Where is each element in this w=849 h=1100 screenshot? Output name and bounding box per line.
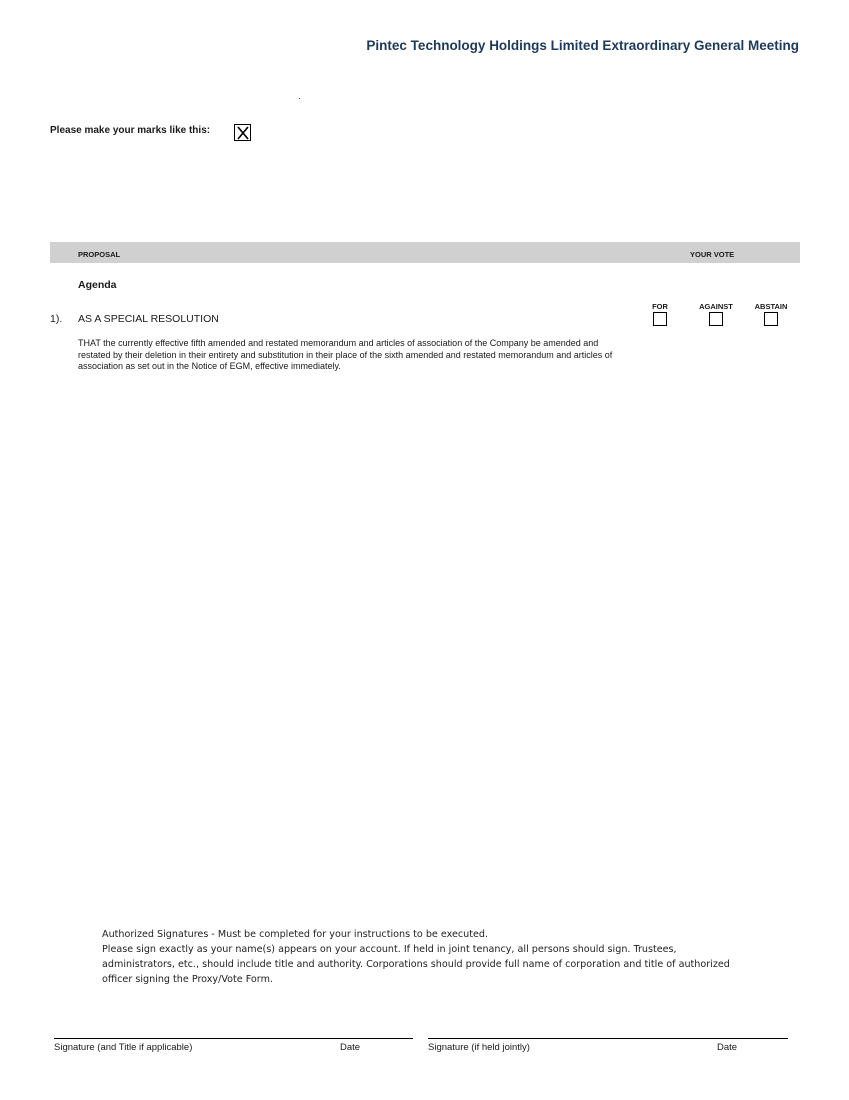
x-mark-icon [236, 126, 250, 140]
agenda-heading: Agenda [78, 279, 117, 291]
proposal-number: 1). [50, 313, 63, 325]
vote-for-checkbox[interactable] [653, 312, 667, 326]
vote-abstain-label: ABSTAIN [754, 302, 788, 311]
marks-instruction-label: Please make your marks like this: [50, 125, 211, 136]
proposal-header-bar [50, 242, 800, 263]
vote-column-header: YOUR VOTE [690, 250, 735, 259]
vote-against-label: AGAINST [699, 302, 733, 311]
primary-signature-label: Signature (and Title if applicable) [54, 1042, 193, 1053]
joint-signature-label: Signature (if held jointly) [428, 1042, 530, 1053]
joint-signature-line[interactable] [428, 1038, 788, 1039]
joint-date-label: Date [717, 1042, 738, 1053]
page-title: Pintec Technology Holdings Limited Extraordinary General Meeting [366, 38, 799, 53]
stray-mark [299, 98, 300, 99]
authorized-signatures-note [102, 927, 742, 987]
authorized-signatures-line1: Authorized Signatures - Must be completed for your instructions to be executed. [102, 929, 489, 940]
authorized-signatures-line2: Please sign exactly as your name(s) appears on your account. If held in joint tenancy, all persons should sign. Trustees, administrators, etc., should include title and authority. Corporations should provide full name of corporation and title of authorized officer signing the Proxy/Vote Form. [102, 944, 730, 985]
primary-signature-line[interactable] [54, 1038, 413, 1039]
vote-abstain-checkbox[interactable] [764, 312, 778, 326]
proposal-title: AS A SPECIAL RESOLUTION [78, 313, 219, 325]
vote-against-checkbox[interactable] [709, 312, 723, 326]
marks-example-box [234, 124, 251, 141]
proposal-column-header: PROPOSAL [78, 250, 121, 259]
proposal-text: THAT the currently effective fifth amended and restated memorandum and articles of association of the Company be amended and restated by their deletion in their entirety and substitution in their place of the sixth amended and restated memorandum and articles of association as set out in the Notice of EGM, effective immediately. [78, 338, 613, 371]
vote-for-label: FOR [652, 302, 668, 311]
primary-date-label: Date [340, 1042, 361, 1053]
